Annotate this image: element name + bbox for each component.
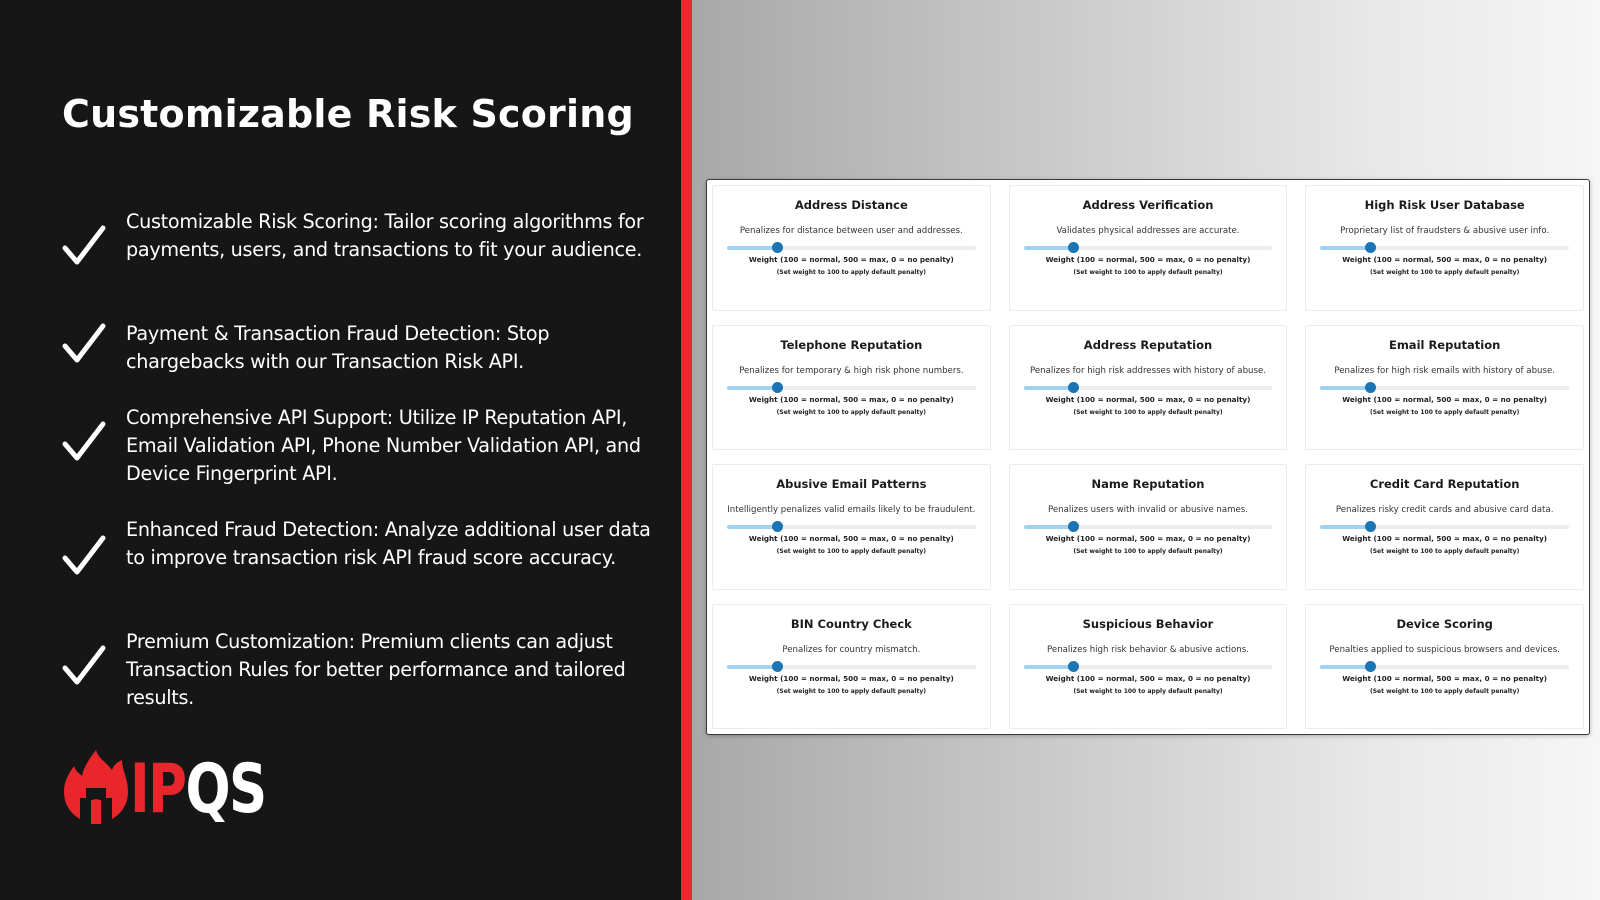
weight-note: (Set weight to 100 to apply default penalty) xyxy=(1073,687,1223,695)
feature-text: Comprehensive API Support: Utilize IP Reputation API, Email Validation API, Phone Number Validation API, and Device Fingerprint API. xyxy=(126,406,641,485)
weight-slider[interactable] xyxy=(1024,523,1273,531)
card-description: Penalizes users with invalid or abusive names. xyxy=(1048,505,1248,515)
card-title: Address Reputation xyxy=(1083,337,1213,352)
weight-label: Weight (100 = normal, 500 = max, 0 = no penalty) xyxy=(748,673,954,683)
weight-label: Weight (100 = normal, 500 = max, 0 = no penalty) xyxy=(1342,255,1548,264)
card-description: Validates physical addresses are accurate. xyxy=(1056,226,1240,236)
weight-label: Weight (100 = normal, 500 = max, 0 = no penalty) xyxy=(1045,394,1251,404)
feature-text: Premium Customization: Premium clients can adjust Transaction Rules for better performance and tailored results. xyxy=(126,630,626,709)
left-panel xyxy=(0,0,681,900)
slider-thumb[interactable] xyxy=(1068,661,1079,672)
weight-note: (Set weight to 100 to apply default penalty) xyxy=(776,687,926,695)
slider-thumb[interactable] xyxy=(1068,382,1079,393)
slider-thumb[interactable] xyxy=(772,661,783,672)
card-description: Penalizes for high risk addresses with history of abuse. xyxy=(1030,365,1266,376)
weight-slider[interactable] xyxy=(1024,244,1273,252)
weight-slider[interactable] xyxy=(727,523,976,531)
slider-fill xyxy=(727,246,777,250)
slider-fill xyxy=(1320,525,1370,529)
slider-thumb[interactable] xyxy=(772,242,783,253)
card-title: Abusive Email Patterns xyxy=(776,477,927,491)
weight-note: (Set weight to 100 to apply default penalty) xyxy=(776,408,926,416)
ipqs-logo xyxy=(62,748,266,830)
setting-card xyxy=(1009,464,1288,590)
card-title: Address Verification xyxy=(1082,198,1214,212)
slider-fill xyxy=(1320,665,1370,669)
weight-note: (Set weight to 100 to apply default penalty) xyxy=(1369,687,1520,695)
slider-thumb[interactable] xyxy=(1365,382,1376,393)
weight-label: Weight (100 = normal, 500 = max, 0 = no penalty) xyxy=(1342,394,1548,404)
setting-card xyxy=(712,604,991,730)
weight-slider[interactable] xyxy=(1320,384,1569,392)
weight-label: Weight (100 = normal, 500 = max, 0 = no penalty) xyxy=(1045,255,1251,264)
slider-thumb[interactable] xyxy=(1068,521,1079,532)
settings-grid xyxy=(712,185,1584,729)
card-description: Penalizes risky credit cards and abusive card data. xyxy=(1335,505,1554,515)
card-description: Penalizes for high risk emails with history of abuse. xyxy=(1334,365,1555,376)
feature-text: Customizable Risk Scoring: Tailor scoring algorithms for payments, users, and transactions to fit your audience. xyxy=(126,210,644,261)
checkmark-icon xyxy=(62,534,106,578)
weight-slider[interactable] xyxy=(1320,523,1569,531)
weight-slider[interactable] xyxy=(1024,384,1273,392)
slider-fill xyxy=(1320,386,1370,390)
slider-fill xyxy=(727,525,777,529)
checkmark-icon xyxy=(62,644,106,688)
setting-card xyxy=(1305,325,1584,451)
feature-text: Enhanced Fraud Detection: Analyze additional user data to improve transaction risk API fraud score accuracy. xyxy=(126,518,651,569)
checkmark-icon xyxy=(62,224,106,268)
flame-castle-icon xyxy=(62,748,130,830)
weight-label: Weight (100 = normal, 500 = max, 0 = no penalty) xyxy=(1045,534,1251,543)
weight-slider[interactable] xyxy=(1320,663,1569,671)
weight-note: (Set weight to 100 to apply default penalty) xyxy=(1073,548,1223,555)
card-title: Telephone Reputation xyxy=(780,337,923,352)
slider-fill xyxy=(727,665,777,669)
weight-slider[interactable] xyxy=(1024,663,1273,671)
weight-note: (Set weight to 100 to apply default penalty) xyxy=(1369,548,1520,555)
weight-label: Weight (100 = normal, 500 = max, 0 = no penalty) xyxy=(1342,534,1548,543)
page-title: Customizable Risk Scoring xyxy=(62,92,634,136)
card-title: Suspicious Behavior xyxy=(1082,616,1214,631)
slider-fill xyxy=(1320,246,1370,250)
weight-slider[interactable] xyxy=(727,384,976,392)
risk-settings-screenshot xyxy=(706,179,1590,735)
weight-slider[interactable] xyxy=(727,244,976,252)
card-title: Credit Card Reputation xyxy=(1369,477,1520,491)
slider-thumb[interactable] xyxy=(772,382,783,393)
logo-qs: QS xyxy=(185,750,266,829)
setting-card xyxy=(1305,604,1584,730)
weight-note: (Set weight to 100 to apply default penalty) xyxy=(1369,408,1520,416)
slider-fill xyxy=(1024,246,1074,250)
weight-slider[interactable] xyxy=(1320,244,1569,252)
card-title: Name Reputation xyxy=(1091,477,1205,491)
card-description: Penalizes for temporary & high risk phone numbers. xyxy=(739,365,964,376)
slider-fill xyxy=(1024,525,1074,529)
setting-card xyxy=(1305,464,1584,590)
card-description: Penalizes for distance between user and addresses. xyxy=(739,226,963,236)
card-title: Email Reputation xyxy=(1388,337,1501,352)
setting-card xyxy=(1305,185,1584,311)
slider-thumb[interactable] xyxy=(1068,242,1079,253)
weight-note: (Set weight to 100 to apply default penalty) xyxy=(1369,269,1520,276)
slider-fill xyxy=(1024,665,1074,669)
weight-label: Weight (100 = normal, 500 = max, 0 = no penalty) xyxy=(1342,673,1548,683)
weight-note: (Set weight to 100 to apply default penalty) xyxy=(776,548,926,555)
weight-slider[interactable] xyxy=(727,663,976,671)
slider-thumb[interactable] xyxy=(1365,661,1376,672)
slider-fill xyxy=(727,386,777,390)
setting-card xyxy=(1009,185,1288,311)
logo-ip: IP xyxy=(130,750,186,829)
card-description: Proprietary list of fraudsters & abusive user info. xyxy=(1340,226,1550,236)
setting-card xyxy=(1009,604,1288,730)
card-description: Intelligently penalizes valid emails likely to be fraudulent. xyxy=(727,505,976,515)
slider-thumb[interactable] xyxy=(1365,242,1376,253)
card-title: High Risk User Database xyxy=(1364,198,1525,212)
setting-card xyxy=(712,325,991,451)
card-description: Penalties applied to suspicious browsers and devices. xyxy=(1329,644,1560,655)
weight-note: (Set weight to 100 to apply default penalty) xyxy=(776,269,926,276)
weight-label: Weight (100 = normal, 500 = max, 0 = no penalty) xyxy=(748,394,954,404)
setting-card xyxy=(712,464,991,590)
weight-label: Weight (100 = normal, 500 = max, 0 = no penalty) xyxy=(1045,673,1251,683)
weight-note: (Set weight to 100 to apply default penalty) xyxy=(1073,269,1223,276)
card-title: BIN Country Check xyxy=(790,616,912,631)
setting-card xyxy=(1009,325,1288,451)
weight-label: Weight (100 = normal, 500 = max, 0 = no penalty) xyxy=(748,255,954,264)
red-divider xyxy=(681,0,692,900)
setting-card xyxy=(712,185,991,311)
card-title: Device Scoring xyxy=(1396,616,1493,631)
card-title: Address Distance xyxy=(794,198,908,212)
card-description: Penalizes for country mismatch. xyxy=(782,644,921,655)
card-description: Penalizes high risk behavior & abusive actions. xyxy=(1047,644,1249,655)
logo-wordmark xyxy=(130,750,266,830)
weight-label: Weight (100 = normal, 500 = max, 0 = no penalty) xyxy=(748,534,954,543)
slider-fill xyxy=(1024,386,1074,390)
feature-text: Payment & Transaction Fraud Detection: Stop chargebacks with our Transaction Risk API. xyxy=(126,322,550,373)
slider-thumb[interactable] xyxy=(1365,521,1376,532)
checkmark-icon xyxy=(62,420,106,464)
checkmark-icon xyxy=(62,322,106,366)
weight-note: (Set weight to 100 to apply default penalty) xyxy=(1073,408,1223,416)
slider-thumb[interactable] xyxy=(772,521,783,532)
